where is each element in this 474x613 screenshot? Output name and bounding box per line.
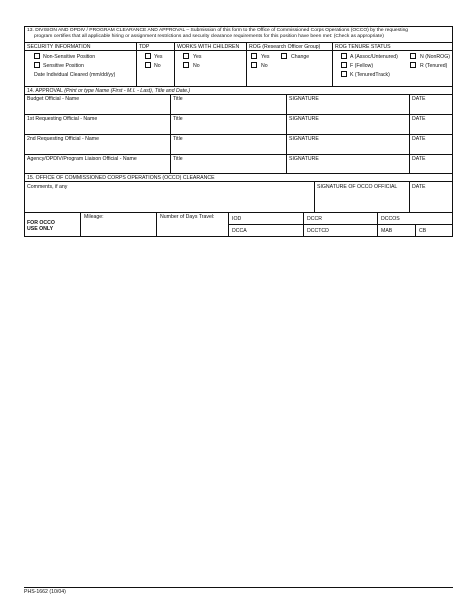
tdp-yes-label: Yes	[154, 53, 163, 60]
rog-no-checkbox[interactable]	[251, 62, 257, 68]
dccos-label: DCCOS	[381, 216, 400, 222]
liaison-official-title-label: Title	[173, 156, 183, 162]
second-requesting-official-name-label: 2nd Requesting Official - Name	[27, 136, 99, 142]
cb-label: CB	[419, 228, 427, 234]
budget-official-name-label: Budget Official - Name	[27, 96, 80, 102]
dcctcd-label: DCCTCD	[307, 228, 329, 234]
tenure-n-label: N (NonROG)	[420, 53, 450, 60]
liaison-official-signature-label: SIGNATURE	[289, 156, 319, 162]
budget-official-title-label: Title	[173, 96, 183, 102]
days-travel-label: Number of Days Travel:	[160, 213, 215, 220]
section-14-title	[27, 88, 190, 94]
section-14-title-text: 14. APPROVAL	[27, 87, 63, 94]
section-13-title: 13. DIVISION AND OPDIV / PROGRAM CLEARANCE AND APPROVAL – Submission of this form to the Office of Commissioned Corps Operations (OCCO) by the requesting	[27, 27, 409, 33]
liaison-official-date-label: DATE	[412, 156, 426, 162]
tenure-a-checkbox[interactable]	[341, 53, 347, 59]
first-requesting-official-title-label: Title	[173, 116, 183, 122]
rog-change-checkbox[interactable]	[281, 53, 287, 59]
occo-signature-label: SIGNATURE OF OCCO OFFICIAL	[317, 183, 398, 190]
sensitive-checkbox[interactable]	[34, 62, 40, 68]
rog-yes-label: Yes	[261, 53, 270, 60]
works-children-header: WORKS WITH CHILDREN	[177, 43, 240, 50]
tenure-a-label: A (Assoc/Untenured)	[350, 53, 398, 60]
mab-label: MAB	[381, 228, 393, 234]
second-requesting-official-signature-label: SIGNATURE	[289, 136, 319, 142]
section-13-subtitle: program certifies that all applicable hiring or assignment restrictions and security clearance requirements for this position have been met: (Check as appropriate)	[34, 33, 384, 39]
liaison-official-name-label: Agency/OPDIV/Program Liaison Official - Name	[27, 156, 137, 162]
rog-yes-checkbox[interactable]	[251, 53, 257, 59]
budget-official-signature-label: SIGNATURE	[289, 96, 319, 102]
tenure-k-checkbox[interactable]	[341, 71, 347, 77]
occo-comments-label: Comments, if any	[27, 183, 68, 190]
sensitive-label: Sensitive Position	[43, 62, 84, 69]
tenure-f-label: F (Fellow)	[350, 62, 374, 69]
section-14-title-note: (Print or type Name (First - M.I. - Last), Title and Date.)	[64, 87, 191, 94]
budget-official-date-label: DATE	[412, 96, 426, 102]
tenure-k-label: K (TenuredTrack)	[350, 71, 390, 78]
date-cleared-label: Date Individual Cleared (mm/dd/yy)	[34, 71, 116, 78]
tdp-no-label: No	[154, 62, 161, 69]
rog-change-label: Change	[291, 53, 310, 60]
first-requesting-official-date-label: DATE	[412, 116, 426, 122]
rog-header: ROG (Research Officer Group)	[249, 43, 321, 50]
tenure-r-checkbox[interactable]	[410, 62, 416, 68]
mileage-label: Mileage:	[84, 213, 104, 220]
occo-date-label: DATE	[412, 183, 426, 190]
tdp-no-checkbox[interactable]	[145, 62, 151, 68]
rog-no-label: No	[261, 62, 268, 69]
first-requesting-official-name-label: 1st Requesting Official - Name	[27, 116, 98, 122]
iod-label: IOD	[232, 216, 242, 222]
tenure-n-checkbox[interactable]	[410, 53, 416, 59]
footer-rule	[24, 587, 453, 588]
works-children-yes-label: Yes	[193, 53, 202, 60]
tdp-header: TDP	[139, 43, 150, 50]
non-sensitive-checkbox[interactable]	[34, 53, 40, 59]
works-children-yes-checkbox[interactable]	[183, 53, 189, 59]
for-occo-label: FOR OCCO	[27, 219, 55, 226]
first-requesting-official-signature-label: SIGNATURE	[289, 116, 319, 122]
rog-tenure-header: ROG TENURE STATUS	[335, 43, 391, 50]
form-id: PHS-1662 (10/04)	[24, 589, 66, 595]
tenure-r-label: R (Tenured)	[420, 62, 448, 69]
second-requesting-official-title-label: Title	[173, 136, 183, 142]
works-children-no-checkbox[interactable]	[183, 62, 189, 68]
tdp-yes-checkbox[interactable]	[145, 53, 151, 59]
second-requesting-official-date-label: DATE	[412, 136, 426, 142]
use-only-label: USE ONLY	[27, 225, 54, 232]
dccr-label: DCCR	[307, 216, 322, 222]
works-children-no-label: No	[193, 62, 200, 69]
tenure-f-checkbox[interactable]	[341, 62, 347, 68]
security-info-header: SECURITY INFORMATION	[27, 43, 91, 50]
section-15-title: 15. OFFICE OF COMMISSIONED CORPS OPERATIONS (OCCO) CLEARANCE	[27, 174, 215, 181]
dcca-label: DCCA	[232, 228, 247, 234]
non-sensitive-label: Non-Sensitive Position	[43, 53, 96, 60]
